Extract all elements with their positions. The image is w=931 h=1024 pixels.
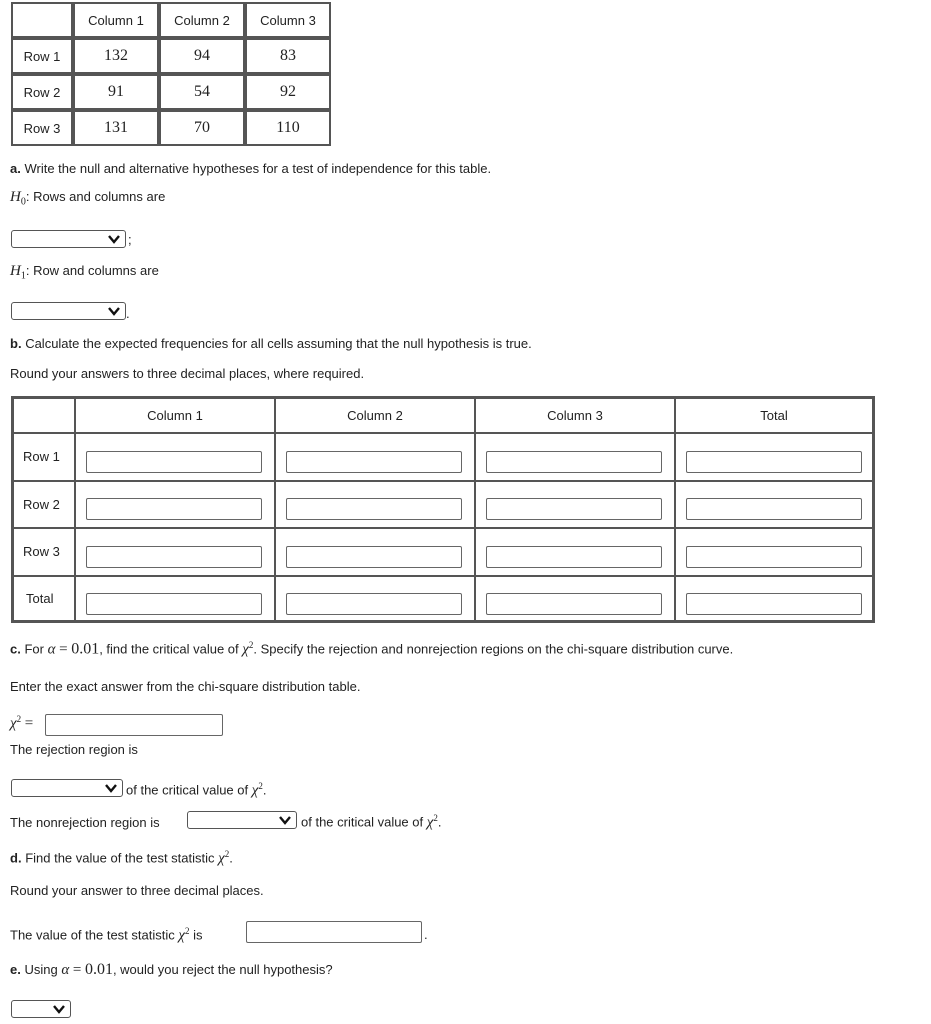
exp-col-header-2: Column 2 bbox=[275, 398, 475, 433]
h0-select[interactable] bbox=[11, 230, 126, 248]
grid-corner bbox=[13, 398, 75, 433]
expected-input-r1-c1[interactable] bbox=[86, 451, 262, 473]
rejection-suffix: of the critical value of $\chi^2$. bbox=[126, 781, 267, 799]
cell-r1-c2: 94 bbox=[159, 38, 245, 74]
observed-table bbox=[11, 2, 331, 146]
expected-input-r3-c1[interactable] bbox=[86, 546, 262, 568]
reject-decision-select[interactable] bbox=[11, 1000, 71, 1018]
part-a-prompt: a. Write the null and alternative hypotheses for a test of independence for this table. bbox=[10, 161, 492, 176]
col-header-2: Column 2 bbox=[159, 2, 245, 38]
expected-input-r2-c2[interactable] bbox=[286, 498, 462, 520]
expected-input-r3-c3[interactable] bbox=[486, 546, 662, 568]
chevron-down-icon bbox=[52, 1002, 66, 1016]
h1-suffix: . bbox=[126, 306, 130, 321]
exp-col-header-total: Total bbox=[675, 398, 873, 433]
row-header-2: Row 2 bbox=[11, 74, 73, 110]
expected-input-total-c2[interactable] bbox=[286, 593, 462, 615]
cell-r3-c1: 131 bbox=[73, 110, 159, 146]
exp-row-header-3: Row 3 bbox=[13, 528, 75, 576]
h0-suffix: ; bbox=[128, 232, 132, 247]
part-c-exact-note: Enter the exact answer from the chi-square distribution table. bbox=[10, 679, 361, 694]
expected-input-r2-total[interactable] bbox=[686, 498, 862, 520]
cell-r1-c3: 83 bbox=[245, 38, 331, 74]
exp-col-header-3: Column 3 bbox=[475, 398, 675, 433]
chevron-down-icon bbox=[104, 781, 118, 795]
table-corner bbox=[11, 2, 73, 38]
expected-input-r1-total[interactable] bbox=[686, 451, 862, 473]
expected-input-r1-c2[interactable] bbox=[286, 451, 462, 473]
col-header-3: Column 3 bbox=[245, 2, 331, 38]
part-b-prompt: b. Calculate the expected frequencies for all cells assuming that the null hypothesis is true. bbox=[10, 336, 532, 351]
test-statistic-period: . bbox=[424, 927, 428, 942]
expected-table bbox=[11, 396, 875, 623]
nonrejection-suffix: of the critical value of $\chi^2$. bbox=[301, 813, 442, 831]
expected-input-r3-c2[interactable] bbox=[286, 546, 462, 568]
chevron-down-icon bbox=[107, 304, 121, 318]
cell-r2-c2: 54 bbox=[159, 74, 245, 110]
part-c-prompt: c. For α = 0.01, find the critical value of $\chi^2$. Specify the rejection and nonrejection regions on the chi-square distribution curve. bbox=[10, 640, 734, 658]
cell-r3-c2: 70 bbox=[159, 110, 245, 146]
expected-input-r1-c3[interactable] bbox=[486, 451, 662, 473]
expected-input-r2-c3[interactable] bbox=[486, 498, 662, 520]
cell-r3-c3: 110 bbox=[245, 110, 331, 146]
chevron-down-icon bbox=[278, 813, 292, 827]
part-e-prompt: e. Using α = 0.01, would you reject the null hypothesis? bbox=[10, 961, 333, 978]
part-b-round-note: Round your answers to three decimal places, where required. bbox=[10, 366, 365, 381]
exp-row-header-2: Row 2 bbox=[13, 481, 75, 528]
cell-r1-c1: 132 bbox=[73, 38, 159, 74]
expected-input-r2-c1[interactable] bbox=[86, 498, 262, 520]
expected-input-total-c3[interactable] bbox=[486, 593, 662, 615]
test-statistic-input[interactable] bbox=[246, 921, 422, 943]
part-d-prompt: d. Find the value of the test statistic $\chi^2$. bbox=[10, 849, 233, 867]
test-statistic-label: The value of the test statistic $\chi^2$ is bbox=[10, 926, 203, 944]
expected-input-r3-total[interactable] bbox=[686, 546, 862, 568]
part-d-round-note: Round your answer to three decimal places. bbox=[10, 883, 264, 898]
cell-r2-c3: 92 bbox=[245, 74, 331, 110]
row-header-1: Row 1 bbox=[11, 38, 73, 74]
chi-critical-label: $\chi^2$ = bbox=[10, 714, 34, 732]
critical-value-input[interactable] bbox=[45, 714, 223, 736]
exp-col-header-1: Column 1 bbox=[75, 398, 275, 433]
h1-select[interactable] bbox=[11, 302, 126, 320]
nonrejection-label: The nonrejection region is bbox=[10, 815, 160, 830]
h1-line: $H_1$: Row and columns are bbox=[10, 263, 159, 282]
rejection-label: The rejection region is bbox=[10, 742, 138, 757]
nonrejection-region-select[interactable] bbox=[187, 811, 297, 829]
exp-row-header-1: Row 1 bbox=[13, 433, 75, 481]
col-header-1: Column 1 bbox=[73, 2, 159, 38]
expected-input-total-c1[interactable] bbox=[86, 593, 262, 615]
cell-r2-c1: 91 bbox=[73, 74, 159, 110]
expected-input-total-total[interactable] bbox=[686, 593, 862, 615]
rejection-region-select[interactable] bbox=[11, 779, 123, 797]
chevron-down-icon bbox=[107, 232, 121, 246]
exp-row-header-total: Total bbox=[13, 576, 75, 621]
row-header-3: Row 3 bbox=[11, 110, 73, 146]
h0-line: $H_0$: Rows and columns are bbox=[10, 189, 166, 208]
